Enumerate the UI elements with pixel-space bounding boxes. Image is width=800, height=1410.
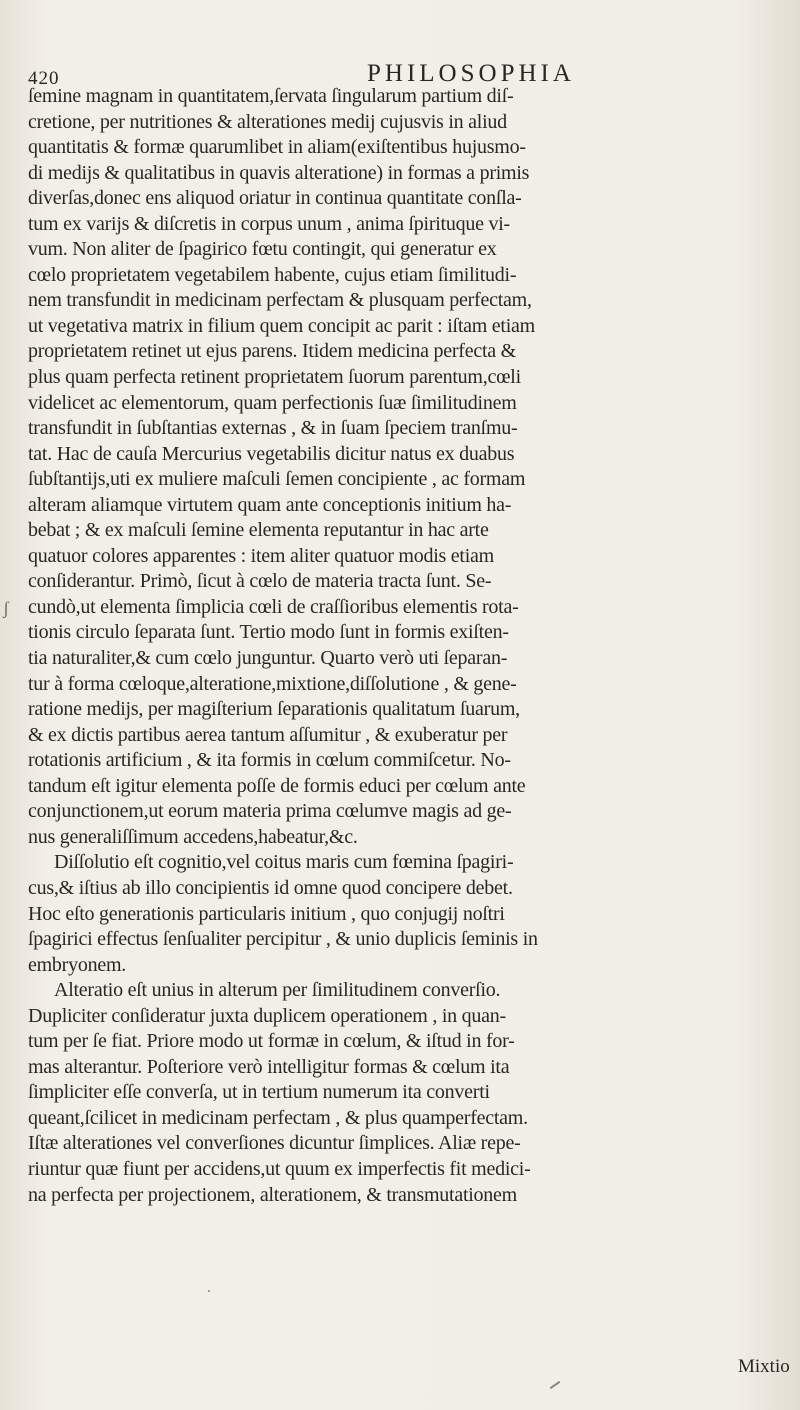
text-line: conjunctionem,ut eorum materia prima cœlumve magis ad ge-	[28, 800, 512, 823]
text-line: tia naturaliter,& cum cœlo junguntur. Quarto verò uti ſeparan-	[28, 647, 508, 670]
text-line: Hoc eſto generationis particularis initium , quo conjugij noſtri	[28, 902, 505, 925]
text-line: tionis circulo ſeparata ſunt. Tertio modo ſunt in formis exiſten-	[28, 621, 509, 644]
text-line: ut vegetativa matrix in filium quem concipit ac parit : iſtam etiam	[28, 314, 535, 337]
text-line: quantitatis & formæ quarumlibet in aliam(exiſtentibus hujusmo-	[28, 136, 526, 159]
text-line: nem transfundit in medicinam perfectam & plusquam perfectam,	[28, 289, 532, 312]
text-line: alteram aliamque virtutem quam ante conceptionis initium ha-	[28, 493, 512, 516]
text-line: rotationis artificium , & ita formis in cœlum commiſcetur. No-	[28, 749, 511, 772]
text-line: ſpagirici effectus ſenſualiter percipitur , & unio duplicis ſeminis in	[28, 928, 538, 951]
text-line: queant,ſcilicet in medicinam perfectam , & plus quamperfectam.	[28, 1106, 528, 1129]
text-line: tandum eſt igitur elementa poſſe de formis educi per cœlum ante	[28, 774, 526, 797]
text-line: Iſtæ alterationes vel converſiones dicuntur ſimplices. Aliæ repe-	[28, 1132, 521, 1155]
text-line: quatuor colores apparentes : item aliter quatuor modis etiam	[28, 544, 494, 567]
text-line: cretione, per nutritiones & alterationes medij cujusvis in aliud	[28, 110, 507, 133]
text-line: proprietatem retinet ut ejus parens. Itidem medicina perfecta &	[28, 340, 516, 363]
text-line: Alteratio eſt unius in alterum per ſimilitudinem converſio.	[54, 979, 501, 1002]
text-line: vum. Non aliter de ſpagirico fœtu contingit, qui generatur ex	[28, 238, 497, 261]
text-line: cus,& iſtius ab illo concipientis id omne quod concipere debet.	[28, 876, 513, 899]
text-line: diverſas,donec ens aliquod oriatur in continua quantitate conſla-	[28, 187, 522, 210]
text-line: cundò,ut elementa ſimplicia cœli de craſſioribus elementis rota-	[28, 595, 519, 618]
catchword: Mixtio	[738, 1356, 790, 1377]
text-line: transfundit in ſubſtantias externas , & in ſuam ſpeciem tranſmu-	[28, 417, 518, 440]
ink-speck	[208, 1290, 210, 1292]
text-line: Diſſolutio eſt cognitio,vel coitus maris cum fœmina ſpagiri-	[54, 851, 514, 874]
text-line: plus quam perfecta retinent proprietatem ſuorum parentum,cœli	[28, 366, 521, 389]
text-line: tat. Hac de cauſa Mercurius vegetabilis dicitur natus ex duabus	[28, 442, 515, 465]
text-line: cœlo proprietatem vegetabilem habente, cujus etiam ſimilitudi-	[28, 263, 517, 286]
text-line: & ex dictis partibus aerea tantum aſſumitur , & exuberatur per	[28, 723, 508, 746]
text-line: videlicet ac elementorum, quam perfectionis ſuæ ſimilitudinem	[28, 391, 517, 414]
text-line: ſubſtantijs,uti ex muliere maſculi ſemen concipiente , ac formam	[28, 468, 526, 491]
page-number: 420	[28, 68, 60, 89]
text-line: tum per ſe fiat. Priore modo ut formæ in cœlum, & iſtud in for-	[28, 1030, 515, 1053]
text-line: nus generaliſſimum accedens,habeatur,&c.	[28, 825, 358, 848]
text-line: bebat ; & ex maſculi ſemine elementa reputantur in hac arte	[28, 519, 489, 542]
text-line: mas alterantur. Poſteriore verò intelligitur formas & cœlum ita	[28, 1055, 510, 1078]
text-line: di medijs & qualitatibus in quavis alteratione) in formas a primis	[28, 161, 530, 184]
text-line: embryonem.	[28, 953, 127, 976]
text-line: ratione medijs, per magiſterium ſeparationis qualitatum ſuarum,	[28, 698, 520, 721]
text-line: na perfecta per projectionem, alterationem, & transmutationem	[28, 1183, 517, 1206]
margin-mark: ʃ	[3, 598, 9, 618]
text-line: conſiderantur. Primò, ſicut à cœlo de materia tracta ſunt. Se-	[28, 570, 492, 593]
text-line: Dupliciter conſideratur juxta duplicem operationem , in quan-	[28, 1004, 506, 1027]
text-line: riuntur quæ fiunt per accidens,ut quum ex imperfectis fit medici-	[28, 1157, 531, 1180]
body-text	[28, 84, 780, 1208]
text-line: tum ex varijs & diſcretis in corpus unum , anima ſpirituque vi-	[28, 212, 510, 235]
text-line: tur à forma cœloque,alteratione,mixtione,diſſolutione , & gene-	[28, 672, 517, 695]
running-title: PHILOSOPHIA	[367, 60, 575, 87]
text-line: ſemine magnam in quantitatem,ſervata ſingularum partium diſ-	[28, 85, 514, 107]
text-line: ſimpliciter eſſe converſa, ut in tertium numerum ita converti	[28, 1081, 490, 1104]
